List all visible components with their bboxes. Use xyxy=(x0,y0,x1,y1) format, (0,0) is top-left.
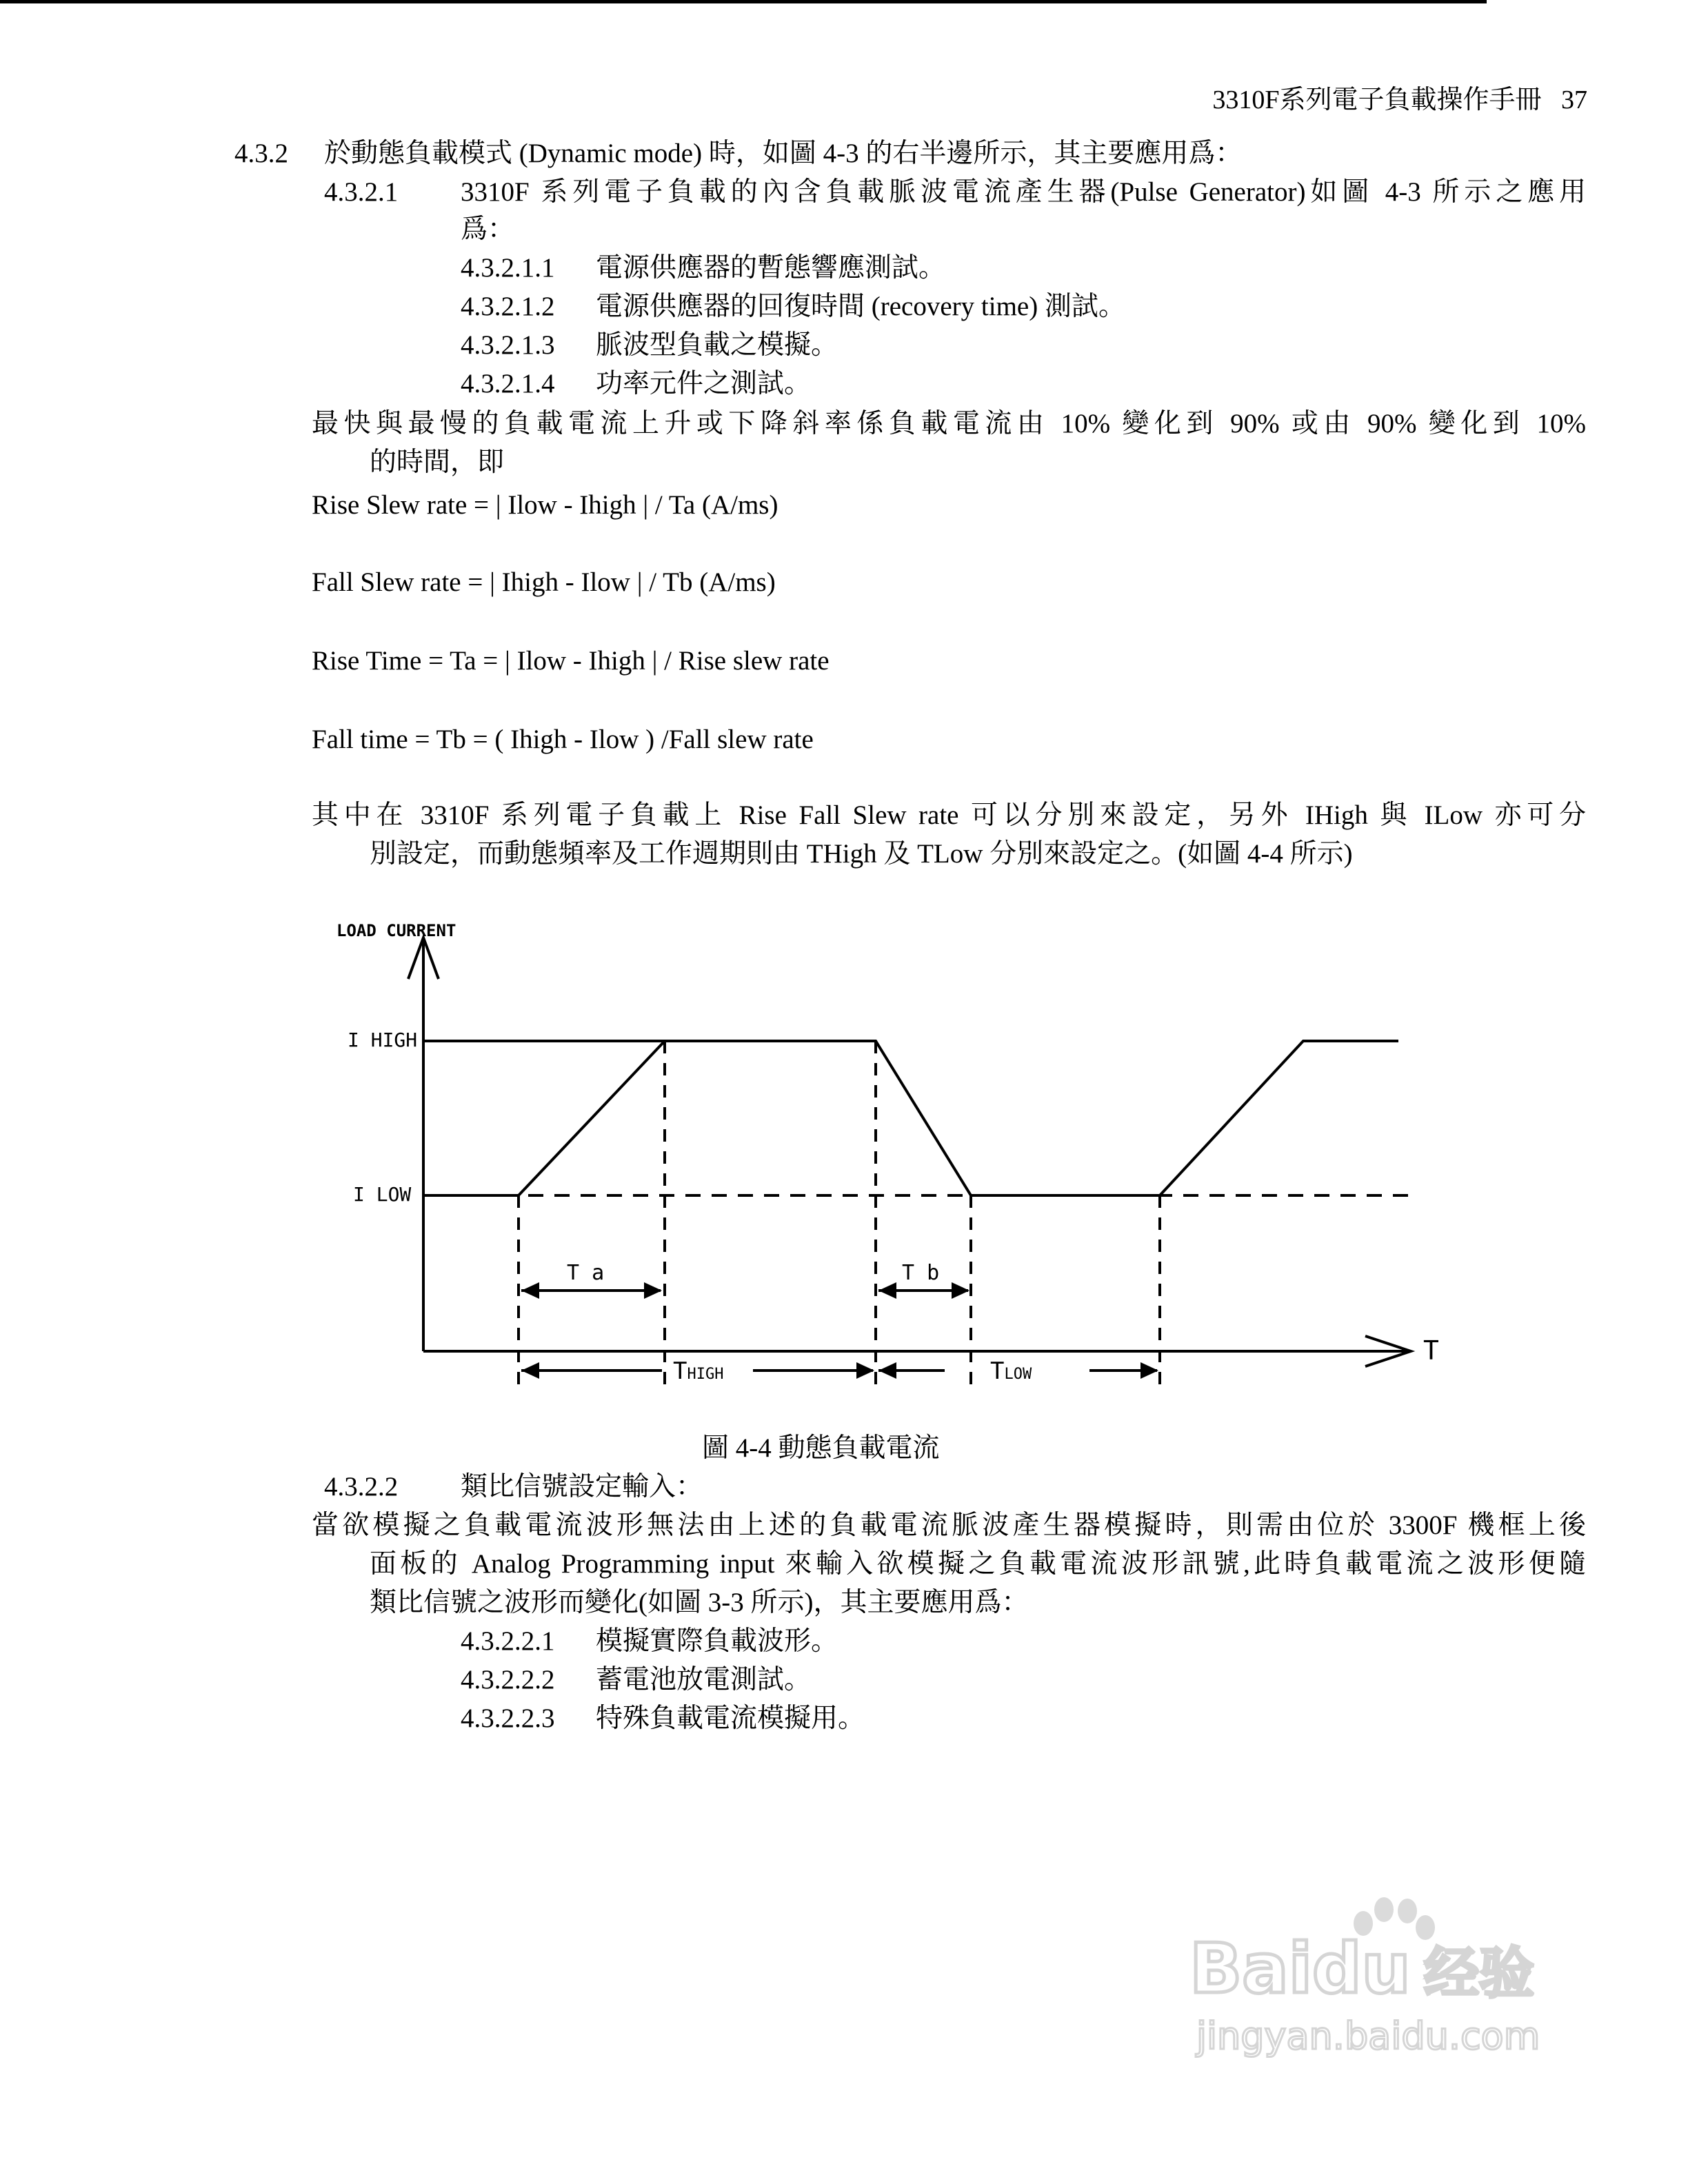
t-high-right-head xyxy=(856,1362,874,1379)
y-axis-label: LOAD CURRENT xyxy=(336,921,456,940)
watermark-brand: Baidu xyxy=(1189,1928,1411,2009)
x-axis-label: T xyxy=(1423,1335,1439,1366)
watermark-brand-cn: 经验 xyxy=(1424,1941,1534,2005)
item-number: 4.3.2.2.3 xyxy=(461,1703,555,1733)
settings-paragraph-line1: 其中在 3310F 系列電子負載上 Rise Fall Slew rate 可以分別來設定，另外 IHigh 與 ILow 亦可分 xyxy=(312,800,1586,830)
i-low-label: I LOW xyxy=(353,1183,412,1206)
section-number-4-3-2-1: 4.3.2.1 xyxy=(324,177,399,207)
tb-arrow-right-head xyxy=(952,1282,969,1299)
section-text-4-3-2-2: 類比信號設定輸入： xyxy=(461,1472,703,1502)
t-high-left-head xyxy=(521,1362,539,1379)
current-waveform xyxy=(423,1041,1398,1195)
item-text: 脈波型負載之模擬。 xyxy=(596,330,838,360)
section-text-4-3-2-1-line2: 爲： xyxy=(461,214,515,244)
page-number: 37 xyxy=(1561,85,1587,114)
slew-paragraph-line2: 的時間，即 xyxy=(370,447,505,477)
section-number-4-3-2-2: 4.3.2.2 xyxy=(324,1472,399,1502)
tb-arrow-left-head xyxy=(878,1282,896,1299)
i-high-label: I HIGH xyxy=(348,1029,418,1051)
analog-paragraph-line3: 類比信號之波形而變化(如圖 3-3 所示)，其主要應用爲： xyxy=(370,1588,1029,1617)
formula-rise-slew-rate: Rise Slew rate = | Ilow - Ihigh | / Ta (A/ms) xyxy=(312,490,778,520)
t-high-label: THIGH xyxy=(673,1357,724,1385)
ta-arrow-right-head xyxy=(644,1282,662,1299)
item-number: 4.3.2.1.2 xyxy=(461,292,555,321)
item-text: 電源供應器的回復時間 (recovery time) 測試。 xyxy=(596,292,1125,321)
analog-paragraph-line1: 當欲模擬之負載電流波形無法由上述的負載電流脈波產生器模擬時，則需由位於 3300F 機框上後 xyxy=(312,1510,1586,1540)
ta-arrow-left-head xyxy=(521,1282,539,1299)
item-text: 模擬實際負載波形。 xyxy=(596,1626,838,1656)
t-low-left-head xyxy=(878,1362,896,1379)
item-text: 功率元件之測試。 xyxy=(596,369,812,398)
ta-label: T a xyxy=(567,1261,605,1285)
watermark-url: jingyan.baidu.com xyxy=(1196,2014,1540,2058)
item-number: 4.3.2.2.2 xyxy=(461,1665,555,1695)
item-number: 4.3.2.1.1 xyxy=(461,253,555,283)
baidu-jingyan-watermark xyxy=(1183,1889,1569,2061)
item-text: 電源供應器的暫態響應測試。 xyxy=(596,253,946,283)
manual-title: 3310F系列電子負載操作手冊 xyxy=(1212,85,1542,114)
dynamic-load-current-diagram xyxy=(324,910,1455,1406)
formula-rise-time: Rise Time = Ta = | Ilow - Ihigh | / Rise slew rate xyxy=(312,646,830,676)
formula-fall-slew-rate: Fall Slew rate = | Ihigh - Ilow | / Tb (A/ms) xyxy=(312,567,776,597)
item-text: 蓄電池放電測試。 xyxy=(596,1665,812,1695)
item-text: 特殊負載電流模擬用。 xyxy=(596,1703,865,1733)
section-number-4-3-2: 4.3.2 xyxy=(234,139,288,168)
tb-label: T b xyxy=(902,1261,940,1285)
section-text-4-3-2-1-line1: 3310F 系列電子負載的內含負載脈波電流產生器(Pulse Generator)如圖 4-3 所示之應用 xyxy=(461,177,1586,207)
slew-paragraph-line1: 最快與最慢的負載電流上升或下降斜率係負載電流由 10% 變化到 90% 或由 90% 變化到 10% xyxy=(312,409,1586,438)
item-number: 4.3.2.1.4 xyxy=(461,369,555,398)
t-low-right-head xyxy=(1141,1362,1158,1379)
running-header xyxy=(1212,78,1587,116)
figure-caption: 圖 4-4 動態負載電流 xyxy=(702,1433,940,1463)
formula-fall-time: Fall time = Tb = ( Ihigh - Ilow ) /Fall slew rate xyxy=(312,725,814,754)
item-number: 4.3.2.2.1 xyxy=(461,1626,555,1656)
analog-paragraph-line2: 面板的 Analog Programming input 來輸入欲模擬之負載電流波形訊號,此時負載電流之波形便隨 xyxy=(370,1549,1586,1579)
section-text-4-3-2: 於動態負載模式 (Dynamic mode) 時，如圖 4-3 的右半邊所示，其主要應用爲： xyxy=(324,139,1243,168)
item-number: 4.3.2.1.3 xyxy=(461,330,555,360)
settings-paragraph-line2: 別設定，而動態頻率及工作週期則由 THigh 及 TLow 分別來設定之。(如圖 4-4 所示) xyxy=(370,839,1353,869)
t-low-label: TLOW xyxy=(990,1357,1032,1385)
header-rule xyxy=(0,0,1487,3)
